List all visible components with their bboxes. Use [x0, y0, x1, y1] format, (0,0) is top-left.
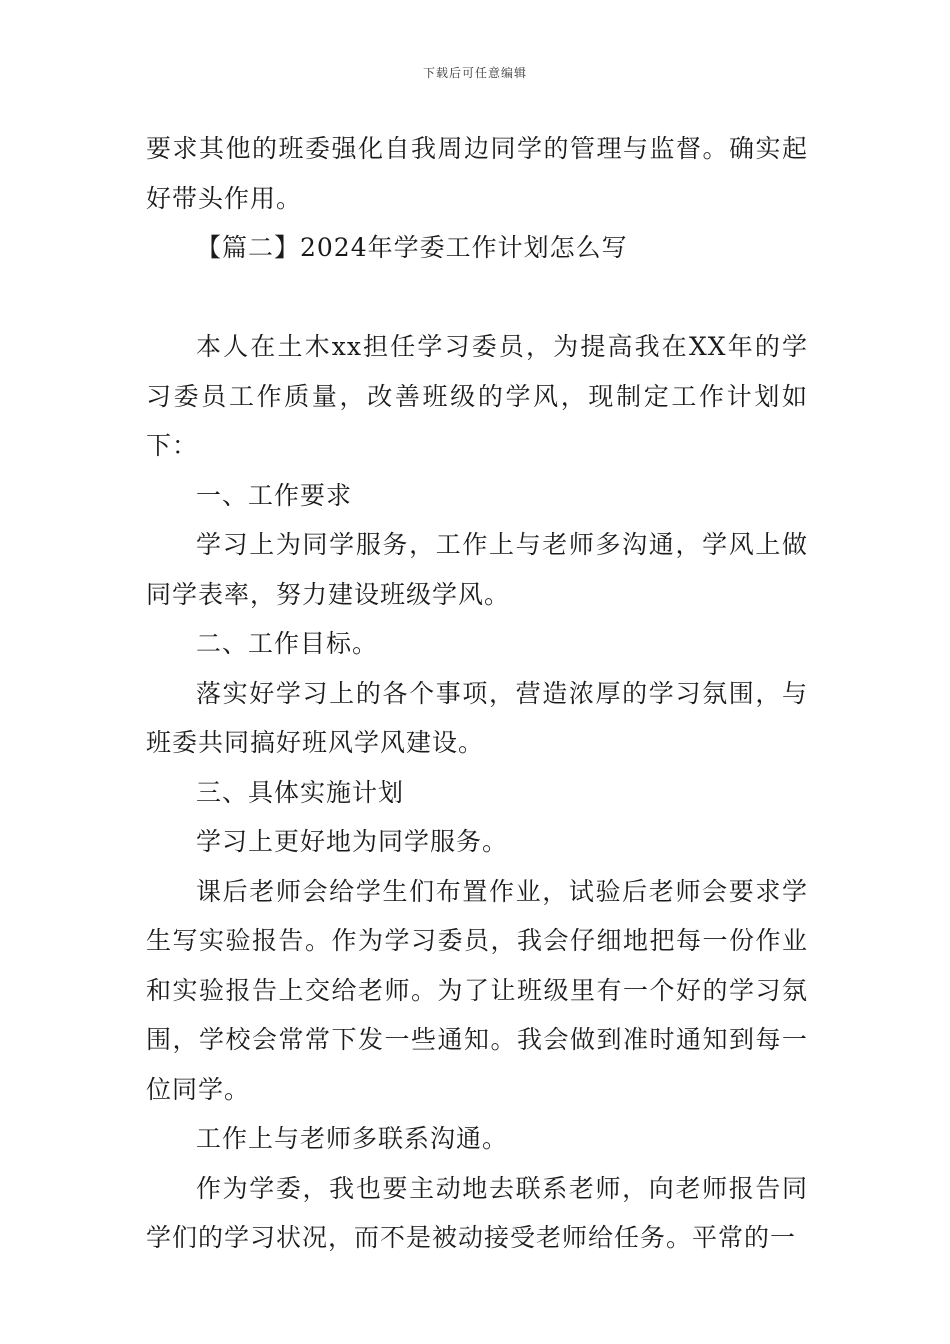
paragraph-intro: 本人在土木xx担任学习委员，为提高我在XX年的学习委员工作质量，改善班级的学风，现制定工作计划如下：: [146, 332, 808, 460]
paragraph-plan-detail-1: 课后老师会给学生们布置作业，试验后老师会要求学生写实验报告。作为学习委员，我会仔细地把每一份作业和实验报告上交给老师。为了让班级里有一个好的学习氛围，学校会常常下发一些通知。我会做到准时通知到每一位同学。: [146, 876, 808, 1104]
paragraph-plan-detail-2: 作为学委，我也要主动地去联系老师，向老师报告同学们的学习状况，而不是被动接受老师给任务。平常的一: [146, 1173, 808, 1252]
paragraph-requirements: 学习上为同学服务，工作上与老师多沟通，学风上做同学表率，努力建设班级学风。: [146, 530, 808, 609]
subheading-requirements: 一、工作要求: [196, 480, 353, 510]
subheading-plan: 三、具体实施计划: [196, 777, 405, 807]
paragraph-plan-point-1: 学习上更好地为同学服务。: [196, 827, 509, 856]
section-heading: 【篇二】2024年学委工作计划怎么写: [196, 233, 628, 262]
page-header: 下载后可任意编辑: [422, 66, 527, 80]
document-body: [146, 124, 808, 1263]
blank-line: [146, 273, 808, 323]
paragraph-plan-point-2: 工作上与老师多联系沟通。: [196, 1124, 509, 1153]
paragraph-continuation: 要求其他的班委强化自我周边同学的管理与监督。确实起好带头作用。: [146, 134, 808, 213]
paragraph-goals: 落实好学习上的各个事项，营造浓厚的学习氛围，与班委共同搞好班风学风建设。: [146, 678, 808, 757]
subheading-goals: 二、工作目标。: [196, 629, 379, 658]
